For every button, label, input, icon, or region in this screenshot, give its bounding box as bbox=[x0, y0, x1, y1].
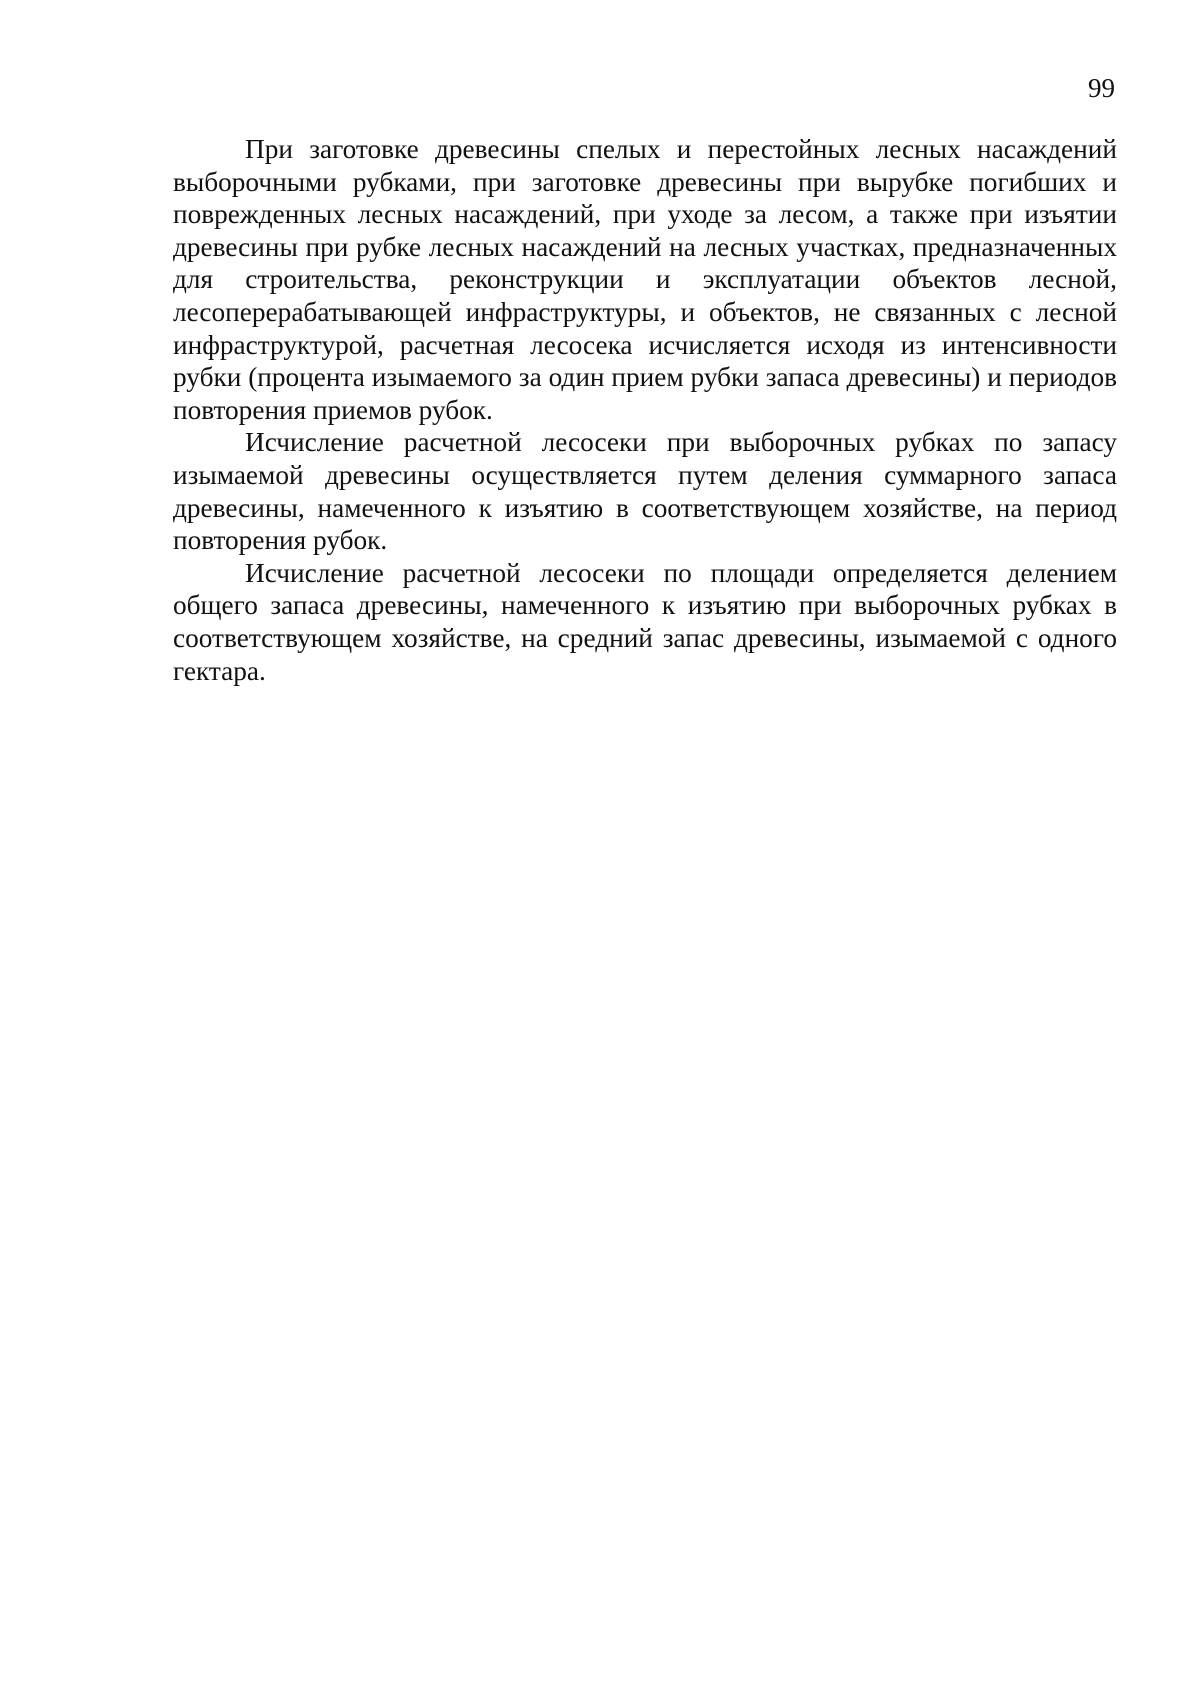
body-text bbox=[173, 133, 1117, 687]
paragraph-2: Исчисление расчетной лесосеки при выборочных рубках по запасу изымаемой древесины осуществляется путем деления суммарного запаса древесины, намеченного к изъятию в соответствующем хозяйстве, на период повторения рубок. bbox=[173, 427, 1117, 556]
paragraph-3: Исчисление расчетной лесосеки по площади определяется делением общего запаса древесины, намеченного к изъятию при выборочных рубках в соответствующем хозяйстве, на средний запас древесины, изымаемой с одного гектара. bbox=[173, 557, 1117, 686]
paragraph-1: При заготовке древесины спелых и перестойных лесных насаждений выборочными рубками, при заготовке древесины при вырубке погибших и поврежденных лесных насаждений, при уходе за лесом, а также при изъятии древесины при рубке лесных насаждений на лесных участках, предназначенных для строительства, реконструкции и эксплуатации объектов лесной, лесоперерабатывающей инфраструктуры, и объектов, не связанных с лесной инфраструктурой, расчетная лесосека исчисляется исходя из интенсивности рубки (процента изымаемого за один прием рубки запаса древесины) и периодов повторения приемов рубок. bbox=[173, 134, 1117, 425]
page-number: 99 bbox=[1088, 73, 1115, 103]
